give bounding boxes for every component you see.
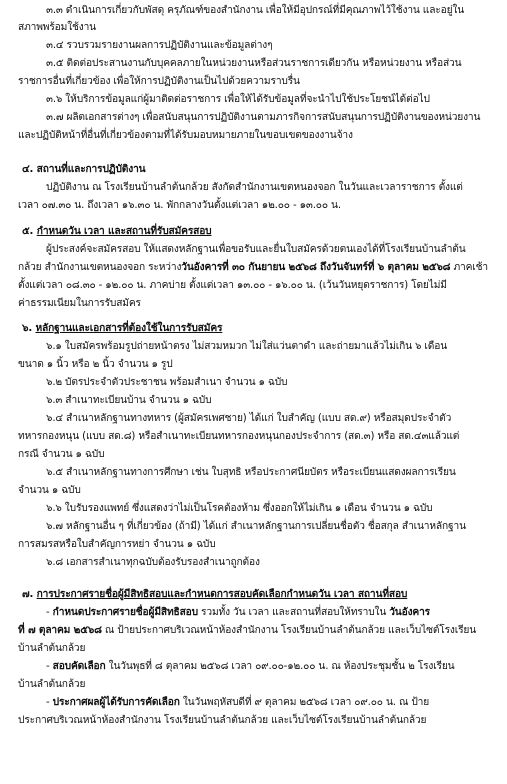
line-text: บ้านลำต้นกล้วย (18, 643, 86, 654)
document-line (18, 75, 300, 89)
line-text: ผู้ประสงค์จะสมัครสอบ ให้แสดงหลักฐานเพื่อขอรับและยื่นใบสมัครด้วยตนเองได้ที่โรงเรียนบ้านลำต้น (46, 244, 466, 255)
line-text: เวลา ๐๗.๓๐ น. ถึงเวลา ๑๖.๓๐ น. พักกลางวันตั้งแต่เวลา ๑๒.๐๐ - ๑๓.๐๐ น. (18, 200, 341, 211)
line-text: ทหารกองหนุน (แบบ สด.๘) หรือสำเนาทะเบียนทหารกองหนุนกองประจำการ (สด.๓) หรือ สด.๔๓แล้วแต่ (18, 431, 460, 442)
line-text: - (46, 661, 53, 672)
line-text: จำนวน ๑ ฉบับ (18, 485, 81, 496)
document-line (22, 163, 145, 177)
document-line (46, 502, 432, 516)
line-text: กล้วย สำนักงานเขตหนองจอก ระหว่าง (18, 262, 182, 273)
line-text: วันอังคารที่ ๓๐ กันยายน ๒๕๖๘ ถึงวันจันทร์ที่ ๖ ตุลาคม ๒๕๖๘ (181, 262, 451, 273)
document-line (18, 358, 173, 372)
line-text: ๓.๕ ติดต่อประสานงานกับบุคคลภายในหน่วยงานหรือส่วนราชการเดียวกัน หรือหน่วยงาน หรือส่วน (46, 58, 462, 69)
document-line (46, 696, 429, 710)
document-line (22, 588, 407, 602)
line-text: ๓.๔ รวบรวมรายงานผลการปฏิบัติงานและข้อมูลต่างๆ (46, 40, 273, 51)
document-line (18, 21, 96, 35)
document-line (46, 4, 464, 18)
line-text: ๕. (22, 226, 37, 237)
document-line (46, 466, 456, 480)
line-text: ๖.๕ สำเนาหลักฐานทางการศึกษา เช่น ใบสุทธิ หรือประกาศนียบัตร หรือระเบียนแสดงผลการเรียน (46, 467, 456, 478)
line-text: รวมทั้ง วัน เวลา และสถานที่สอบให้ทราบใน (197, 607, 390, 618)
line-text: ค่าธรรมเนียมในการรับสมัคร (18, 298, 141, 309)
line-text: ๖.๖ ใบรับรองแพทย์ ซึ่งแสดงว่าไม่เป็นโรคต้องห้าม ซึ่งออกให้ไม่เกิน ๑ เดือน จำนวน ๑ ฉบับ (46, 503, 433, 514)
document-line (46, 606, 430, 620)
line-text: สอบคัดเลือก (52, 661, 106, 672)
line-text: ๖. (22, 323, 36, 334)
document-line (22, 322, 222, 336)
document-line (46, 57, 461, 71)
line-text: ๓.๖ ให้บริการข้อมูลแก่ผู้มาติดต่อราชการ เพื่อให้ได้รับข้อมูลที่จะนำไปใช้ประโยชน์ได้ต่อไป (46, 94, 430, 105)
document-line (46, 556, 260, 570)
line-text: วันอังคาร (389, 607, 430, 618)
document-line (18, 642, 85, 656)
line-text: ๓.๓ ดำเนินการเกี่ยวกับพัสดุ ครุภัณฑ์ของสำนักงาน เพื่อให้มีอุปกรณ์ที่มีคุณภาพไว้ใช้งาน และอยู่ใน (46, 5, 465, 16)
document-line (18, 261, 488, 275)
line-text: ปฏิบัติงาน ณ โรงเรียนบ้านลำต้นกล้วย สังกัดสำนักงานเขตหนองจอก ในวันและเวลาราชการ ตั้งแต่ (46, 182, 463, 193)
line-text: กำหนดประกาศรายชื่อผู้มีสิทธิสอบ (52, 607, 198, 618)
document-line (46, 111, 480, 125)
line-text: หลักฐานและเอกสารที่ต้องใช้ในการรับสมัคร (35, 323, 223, 334)
line-text: ๖.๒ บัตรประจำตัวประชาชน พร้อมสำเนา จำนวน ๑ ฉบับ (46, 377, 288, 388)
line-text: ๖.๓ สำเนาทะเบียนบ้าน จำนวน ๑ ฉบับ (46, 395, 212, 406)
document-line (46, 340, 447, 354)
line-text: - (46, 697, 53, 708)
document-line (18, 538, 216, 552)
document-line (46, 412, 451, 426)
line-text: สภาพพร้อมใช้งาน (18, 22, 96, 33)
document-line (46, 181, 463, 195)
line-text: ณ ป้ายประกาศบริเวณหน้าห้องสำนักงาน โรงเรียนบ้านลำต้นกล้วย และเว็บไซต์โรงเรียน (101, 625, 477, 636)
line-text: ในวันพฤหัสบดีที่ ๙ ตุลาคม ๒๕๖๘ เวลา ๐๙.๐๐ น. ณ ป้าย (179, 697, 430, 708)
line-text: และปฏิบัติหน้าที่อื่นที่เกี่ยวข้องตามที่ได้รับมอบหมายภายในขอบเขตของงานจ้าง (18, 130, 353, 141)
line-text: บ้านลำต้นกล้วย (18, 679, 86, 690)
document-line (18, 484, 81, 498)
document-line (46, 39, 272, 53)
line-text: กรณี จำนวน ๑ ฉบับ (18, 449, 105, 460)
line-text: ราชการอื่นที่เกี่ยวข้อง เพื่อให้การปฏิบัติงานเป็นไปด้วยความราบรื่น (18, 76, 300, 87)
document-line (46, 660, 455, 674)
line-text: ๖.๗ หลักฐานอื่น ๆ ที่เกี่ยวข้อง (ถ้ามี) ได้แก่ สำเนาหลักฐานการเปลี่ยนชื่อตัว ชื่อสกุล สำเนาหลักฐาน (46, 521, 466, 532)
line-text: ๔. สถานที่และการปฏิบัติงาน (22, 164, 146, 175)
line-text: ภาคเช้า (450, 262, 488, 273)
line-text: ๓.๗ ผลิตเอกสารต่างๆ เพื่อสนับสนุนการปฏิบัติงานตามภารกิจการสนับสนุนการปฏิบัติงานของหน่วยงาน (46, 112, 481, 123)
document-line (18, 199, 341, 213)
line-text: กำหนดวัน เวลา และสถานที่รับสมัครสอบ (36, 226, 212, 237)
document-line (22, 225, 212, 239)
document-line (18, 279, 447, 293)
document-line (46, 394, 211, 408)
line-text: การประกาศรายชื่อผู้มีสิทธิสอบและกำหนดการสอบคัดเลือกกำหนดวัน เวลา สถานที่สอบ (36, 589, 408, 600)
line-text: ๗. (22, 589, 37, 600)
document-line (18, 430, 459, 444)
line-text: ขนาด ๑ นิ้ว หรือ ๒ นิ้ว จำนวน ๑ รูป (18, 359, 173, 370)
line-text: ประกาศผลผู้ได้รับการคัดเลือก (52, 697, 180, 708)
document-line (18, 297, 141, 311)
line-text: ที่ ๗ ตุลาคม ๒๕๖๘ (18, 625, 102, 636)
document-line (18, 714, 426, 728)
line-text: ๖.๘ เอกสารสำเนาทุกฉบับต้องรับรองสำเนาถูกต้อง (46, 557, 260, 568)
line-text: ในวันพุธที่ ๘ ตุลาคม ๒๕๖๘ เวลา ๐๙.๐๐-๑๒.๐๐ น. ณ ห้องประชุมชั้น ๒ โรงเรียน (105, 661, 455, 672)
document-line (18, 448, 104, 462)
document-line (46, 376, 287, 390)
document-line (46, 93, 430, 107)
document-line (18, 129, 353, 143)
line-text: การสมรสหรือใบสำคัญการหย่า จำนวน ๑ ฉบับ (18, 539, 216, 550)
line-text: ตั้งแต่เวลา ๐๘.๓๐ - ๑๒.๐๐ น. ภาคบ่าย ตั้งแต่เวลา ๑๓.๐๐ - ๑๖.๐๐ น. (เว้นวันหยุดราชการ) โดยไม่มี (18, 280, 447, 291)
line-text: ประกาศบริเวณหน้าห้องสำนักงาน โรงเรียนบ้านลำต้นกล้วย และเว็บไซต์โรงเรียนบ้านลำต้นกล้วย (18, 715, 427, 726)
line-text: ๖.๑ ใบสมัครพร้อมรูปถ่ายหน้าตรง ไม่สวมหมวก ไม่ใส่แว่นตาดำ และถ่ายมาแล้วไม่เกิน ๖ เดือน (46, 341, 448, 352)
line-text: - (46, 607, 53, 618)
document-line (18, 624, 476, 638)
document-line (18, 678, 85, 692)
document-line (46, 520, 466, 534)
line-text: ๖.๔ สำเนาหลักฐานทางทหาร (ผู้สมัครเพศชาย) ได้แก่ ใบสำคัญ (แบบ สด.๙) หรือสมุดประจำตัว (46, 413, 452, 424)
document-line (46, 243, 466, 257)
